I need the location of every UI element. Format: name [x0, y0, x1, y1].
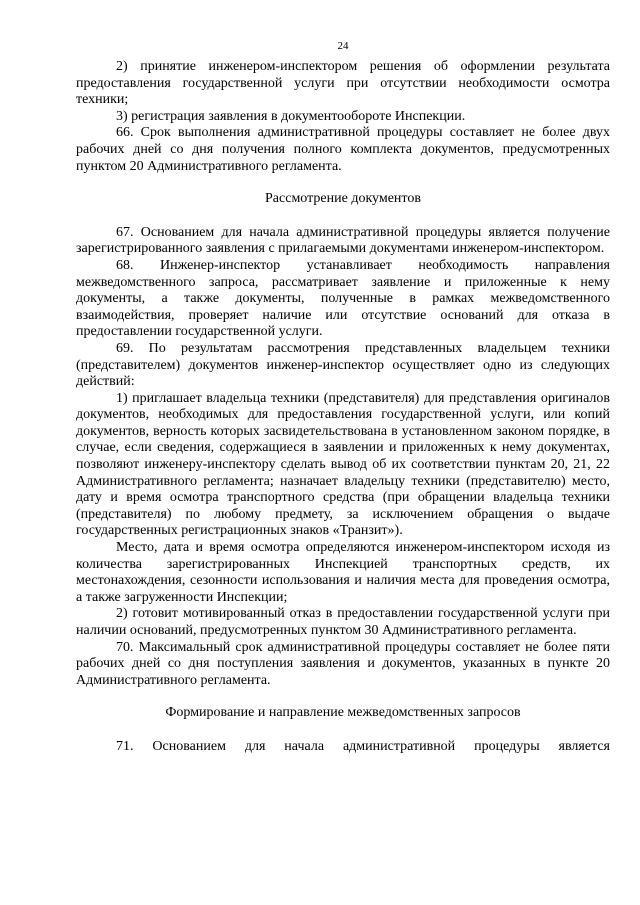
paragraph-68: 68. Инженер-инспектор устанавливает необходимость направления межведомственного запроса, рассматривает заявление и приложенные к нему документы, а также документы, полученные в рамках межведомственного взаимодействия, проверяет наличие или отсутствие оснований для отказа в предоставлении государственной услуги. — [76, 257, 610, 340]
paragraph-69-item-1: 1) приглашает владельца техники (представителя) для представления оригиналов документов, необходимых для предоставления государственной услуги, или копий документов, верность которых засвидетельствована в установленном законом порядке, в случае, если сведения, содержащиеся в заявлении и приложенных к нему документах, позволяют инженеру-инспектору сделать вывод об их соответствии пунктам 20, 21, 22 Административного регламента; назначает владельцу техники (представителю) место, дату и время осмотра транспортного средства (при обращении владельца техники (представителя) по любому предмету, за исключением обращения о выдаче государственных регистрационных знаков «Транзит»). — [76, 390, 610, 539]
paragraph-item-3: 3) регистрация заявления в документообороте Инспекции. — [116, 108, 466, 124]
paragraph-inspection-place: Место, дата и время осмотра определяются инженером-инспектором исходя из количества зарегистрированных Инспекцией транспортных средств, их местонахождения, сезонности использования и наличия места для проведения осмотра, а также загруженности Инспекции; — [76, 540, 610, 605]
section-heading-interagency-requests: Формирование и направление межведомственных запросов — [165, 705, 521, 721]
paragraph-70: 70. Максимальный срок административной процедуры составляет не более пяти рабочих дней со дня поступления заявления и документов, указанных в пункте 20 Административного регламента. — [76, 639, 610, 688]
section-heading-document-review: Рассмотрение документов — [265, 191, 421, 207]
page-number: 24 — [337, 40, 349, 52]
document-page — [76, 0, 610, 905]
paragraph-69: 69. По результатам рассмотрения представленных владельцем техники (представителем) документов инженер-инспектор осуществляет одно из следующих действий: — [76, 340, 610, 390]
document-body — [76, 59, 610, 756]
paragraph-66: 66. Срок выполнения административной процедуры составляет не более двух рабочих дней со дня получения полного комплекта документов, предусмотренных пунктом 20 Административного регламента. — [76, 125, 610, 174]
paragraph-67: 67. Основанием для начала административной процедуры является получение зарегистрированного заявления с прилагаемыми документами инженером-инспектором. — [76, 224, 610, 257]
paragraph-71: 71. Основанием для начала административной процедуры является — [116, 738, 610, 754]
paragraph-item-2: 2) принятие инженером-инспектором решения об оформлении результата предоставления государственной услуги при отсутствии необходимости осмотра техники; — [76, 59, 610, 108]
paragraph-69-item-2: 2) готовит мотивированный отказ в предоставлении государственной услуги при наличии оснований, предусмотренных пунктом 30 Административного регламента. — [76, 606, 610, 638]
